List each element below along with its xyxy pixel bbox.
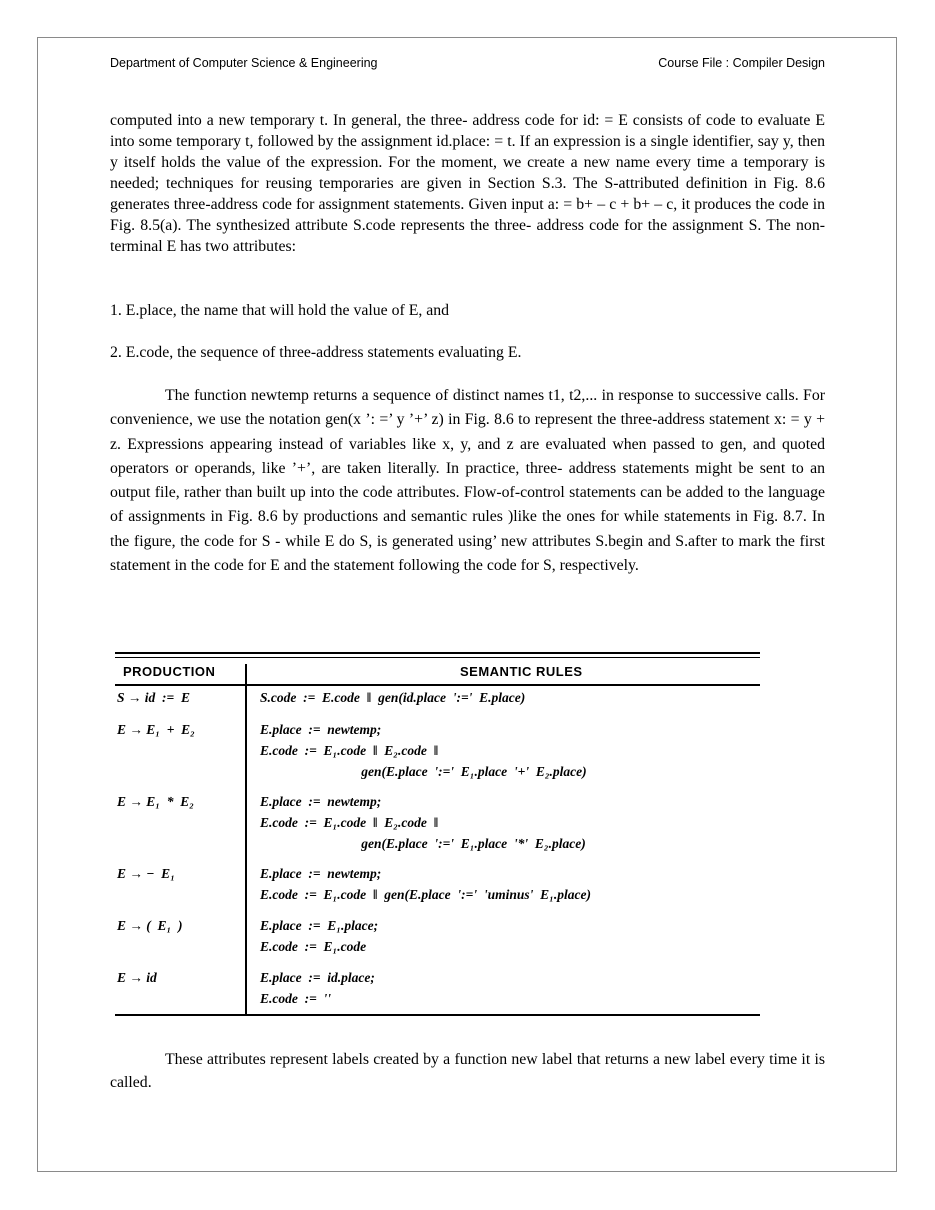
list-item-place: 1. E.place, the name that will hold the value of E, and bbox=[110, 302, 450, 319]
rule-paren-code: E.code := E₁.code bbox=[260, 939, 367, 954]
rule-plus-code: E.code := E₁.code ‖ E₂.code ‖ bbox=[260, 743, 439, 758]
paragraph-labels: These attributes represent labels created by a function new label that returns a new label every time it is called. bbox=[110, 1051, 825, 1091]
rule-paren-place: E.place := E₁.place; bbox=[260, 918, 379, 933]
list-item-code: 2. E.code, the sequence of three-address statements evaluating E. bbox=[110, 344, 522, 361]
header-course: Course File : Compiler Design bbox=[658, 56, 825, 70]
rule-uminus-place: E.place := newtemp; bbox=[260, 866, 382, 881]
rule-plus-place: E.place := newtemp; bbox=[260, 722, 382, 737]
page-header bbox=[110, 56, 825, 70]
table-top-rule-thin bbox=[115, 657, 760, 658]
column-header-production: PRODUCTION bbox=[123, 664, 216, 679]
table-top-rule bbox=[115, 652, 760, 654]
header-department: Department of Computer Science & Engineering bbox=[110, 56, 378, 70]
paragraph-newtemp: The function newtemp returns a sequence of distinct names t1, t2,... in response to successive calls. For convenience, we use the notation gen(x ’: =’ y ’+’ z) in Fig. 8.6 to represent the three-address statement x: = y + z. Expressions appearing instead of variables like x, y, and z are evaluated when passed to gen, and quoted operators or operands, like ’+’, are taken literally. In practice, three- address statements might be sent to an output file, rather than built up into the code attributes. Flow-of-control statements can be added to the language of assignments in Fig. 8.6 by productions and semantic rules )like the ones for while statements in Fig. 8.7. In the figure, the code for S - while E do S, is generated using’ new attributes S.begin and S.after to mark the first statement in the code for E and the statement following the code for S, respectively. bbox=[110, 387, 825, 575]
paragraph-intro: computed into a new temporary t. In general, the three- address code for id: = E consists of code to evaluate E into some temporary t, followed by the assignment id.place: = t. If an expression is a single identifier, say y, then y itself holds the value of the expression. For the moment, we create a new name every time a temporary is needed; techniques for reusing temporaries are given in Section S.3. The S-attributed definition in Fig. 8.6 generates three-address code for assignment statements. Given input a: = b+ – c + b+ – c, it produces the code in Fig. 8.5(a). The synthesized attribute S.code represents the three- address code for the assignment S. The non-terminal E has two attributes: bbox=[110, 112, 825, 255]
table-bottom-rule bbox=[115, 1014, 760, 1016]
rule-uminus-code: E.code := E₁.code ‖ gen(E.place ':=' 'uminus' E₁.place) bbox=[260, 887, 591, 902]
rule-plus-gen: gen(E.place ':=' E₁.place '+' E₂.place) bbox=[260, 764, 587, 779]
column-header-semantic-rules: SEMANTIC RULES bbox=[460, 664, 583, 679]
rule-id-place: E.place := id.place; bbox=[260, 970, 375, 985]
production-id: E → id bbox=[117, 970, 157, 985]
production-uminus: E → − E₁ bbox=[117, 866, 175, 881]
rule-times-code: E.code := E₁.code ‖ E₂.code ‖ bbox=[260, 815, 439, 830]
production-assign: S → id := E bbox=[117, 690, 190, 705]
rule-id-code: E.code := '' bbox=[260, 991, 332, 1006]
table-header-rule bbox=[115, 684, 760, 686]
production-paren: E → ( E₁ ) bbox=[117, 918, 183, 933]
production-plus: E → E₁ + E₂ bbox=[117, 722, 195, 737]
semantic-rules-figure bbox=[115, 652, 760, 1018]
table-column-divider bbox=[245, 664, 247, 1016]
production-times: E → E₁ * E₂ bbox=[117, 794, 194, 809]
rule-times-place: E.place := newtemp; bbox=[260, 794, 382, 809]
rule-times-gen: gen(E.place ':=' E₁.place '*' E₂.place) bbox=[260, 836, 586, 851]
rule-assign-code: S.code := E.code ‖ gen(id.place ':=' E.place) bbox=[260, 690, 526, 705]
